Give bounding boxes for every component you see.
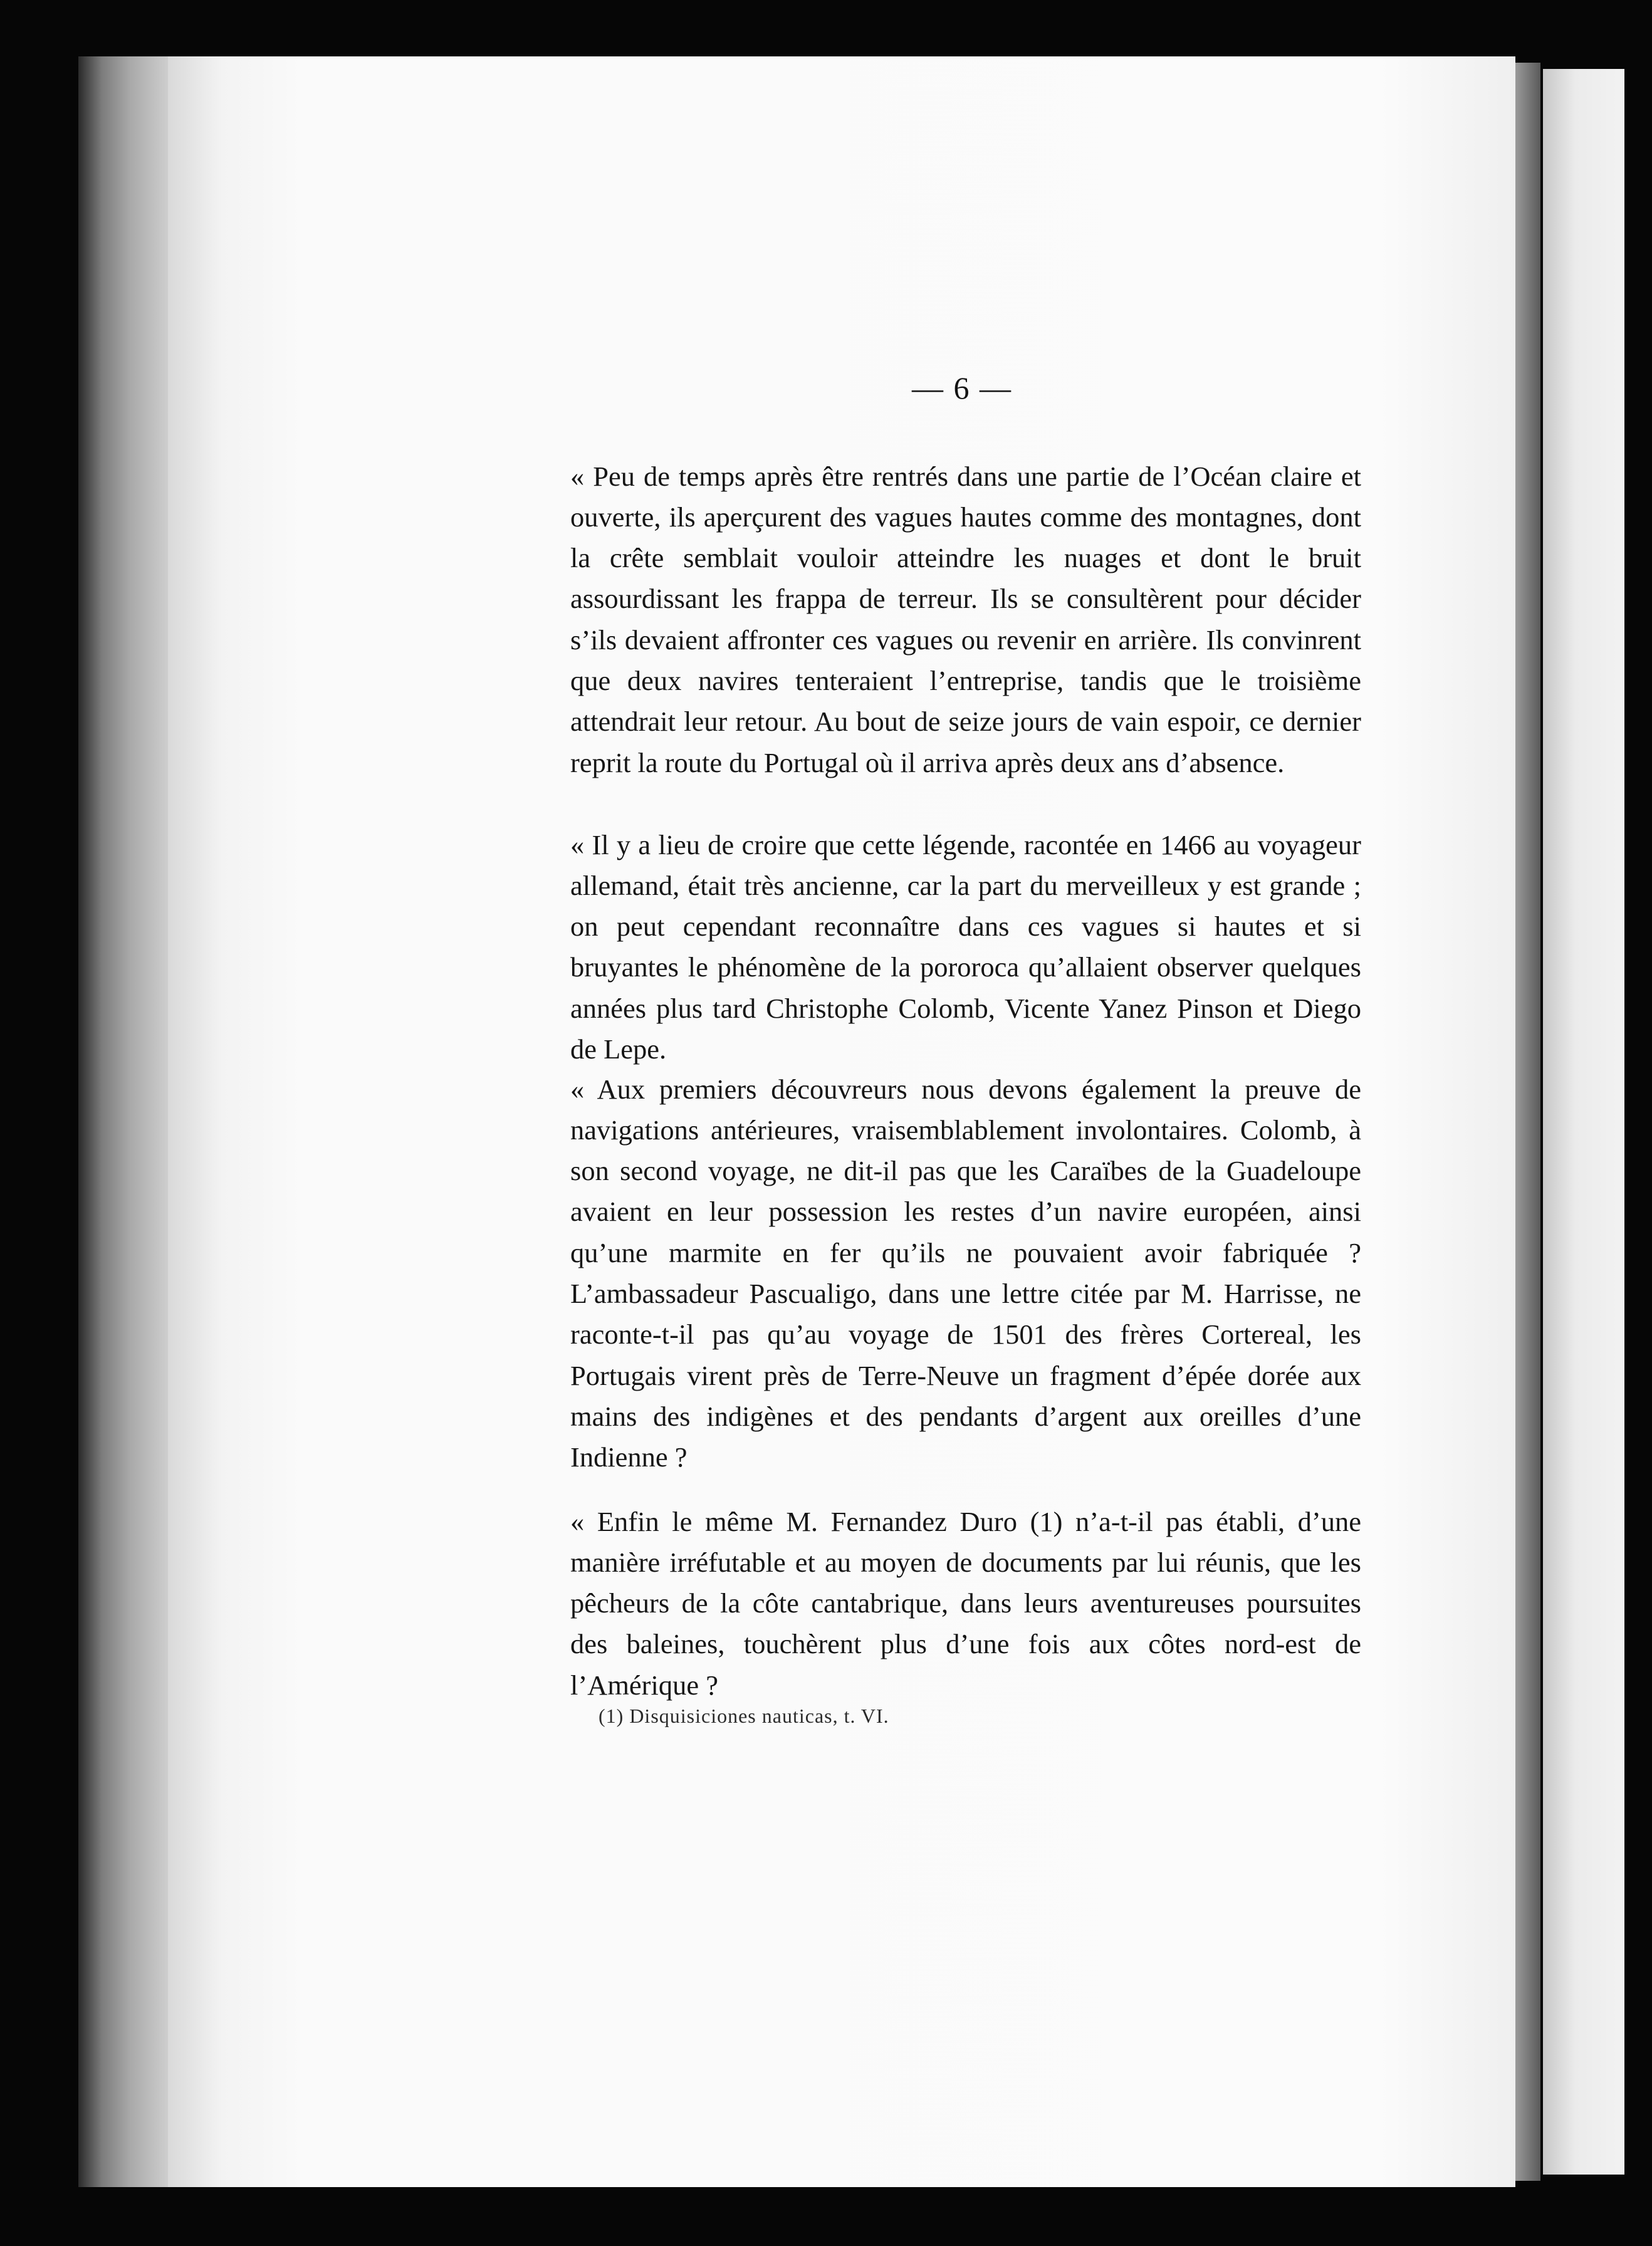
page-shadow-right <box>1515 63 1540 2181</box>
footnote: (1) Disquisiciones nauticas, t. VI. <box>599 1705 889 1727</box>
adjacent-page-edge <box>1543 69 1624 2175</box>
paragraph-2: « Il y a lieu de croire que cette légende, racontée en 1466 au voyageur allemand, était très ancienne, car la part du merveilleux y est grande ; on peut cependant reconnaître dans ces vagues si hautes et si bruyantes le phénomène de la pororoca qu’allaient observer quelques années plus tard Christophe Colomb, Vicente Yanez Pinson et Diego de Lepe. <box>570 828 1361 1065</box>
paragraph-1: « Peu de temps après être rentrés dans une partie de l’Océan claire et ouverte, ils aperçurent des vagues hautes comme des montagnes, dont la crête semblait vouloir atteindre les nuages et dont le bruit assourdissant les frappa de terreur. Ils se consultèrent pour décider s’ils devaient affronter ces vagues ou revenir en arrière. Ils convinrent que deux navires tenteraient l’entreprise, tandis que le troisième attendrait leur retour. Au bout de seize jours de vain espoir, ce dernier reprit la route du Portugal où il arriva après deux ans d’absence. <box>570 460 1361 778</box>
paragraph-3: « Aux premiers découvreurs nous devons également la preuve de navigations antérieures, vraisemblablement involontaires. Colomb, à son second voyage, ne dit-il pas que les Caraïbes de la Guadeloupe avaient en leur possession les restes d’un navire européen, ainsi qu’une marmite en fer qu’ils ne pouvaient avoir fabriquée ? L’ambassadeur Pascualigo, dans une lettre citée par M. Harrisse, ne raconte-t-il pas qu’au voyage de 1501 des frères Cortereal, les Portugais virent près de Terre-Neuve un fragment d’épée dorée aux mains des indigènes et des pendants d’argent aux oreilles d’une Indienne ? <box>570 1073 1361 1473</box>
page-shadow-left <box>78 56 172 2187</box>
page-number: — 6 — <box>912 370 1012 405</box>
paragraph-4: « Enfin le même M. Fernandez Duro (1) n’a-t-il pas établi, d’une manière irréfutable et au moyen de documents par lui réunis, que les pêcheurs de la côte cantabrique, dans leurs aventureuses poursuites des baleines, touchèrent plus d’une fois aux côtes nord-est de l’Amérique ? <box>570 1505 1361 1701</box>
